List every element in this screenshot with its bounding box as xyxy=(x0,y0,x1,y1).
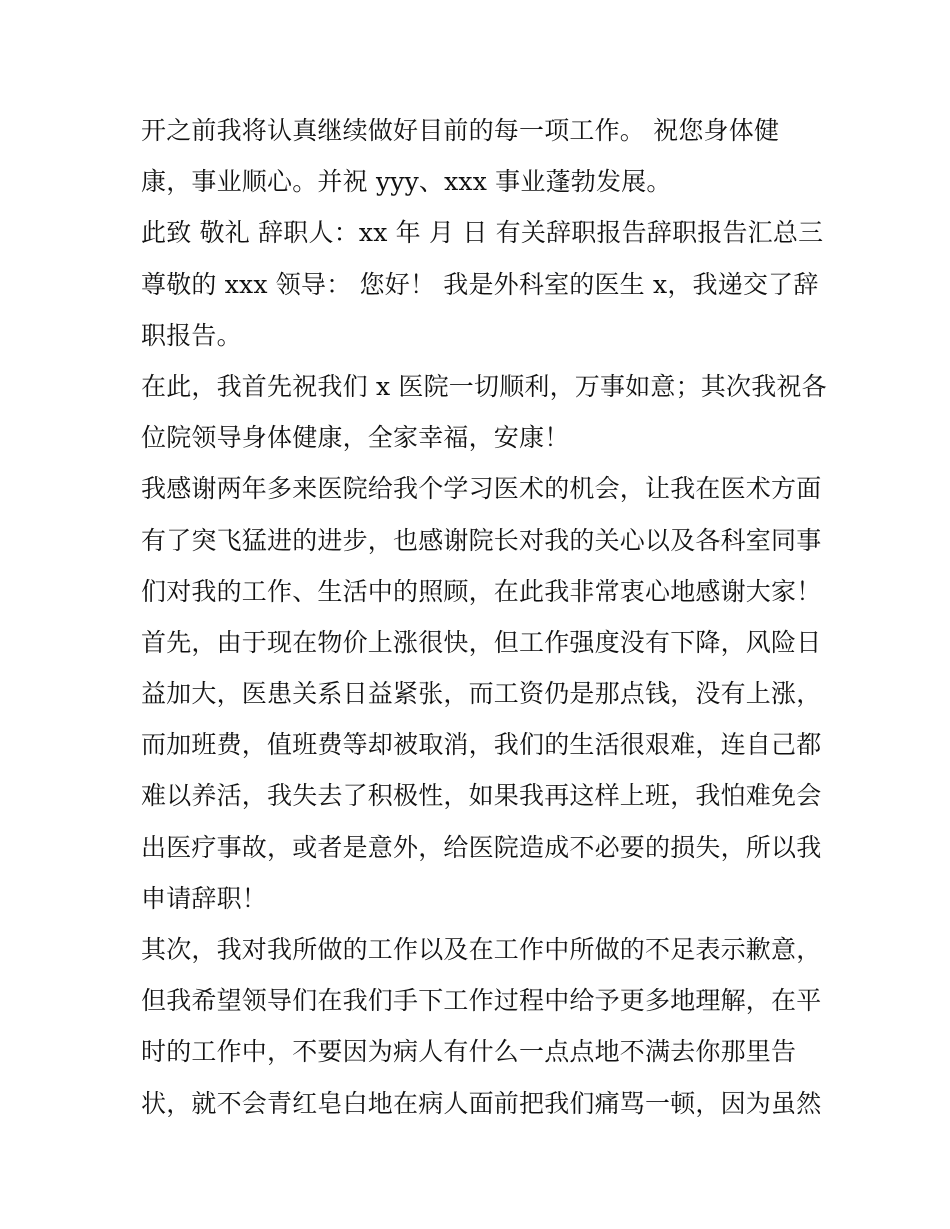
text-line: 此致 敬礼 辞职人：xx 年 月 日 有关辞职报告辞职报告汇总三 xyxy=(141,218,824,248)
text-line: 在此，我首先祝我们 x 医院一切顺利，万事如意；其次我祝各 xyxy=(141,371,827,401)
text-line: 状，就不会青红皂白地在病人面前把我们痛骂一顿，因为虽然 xyxy=(141,1088,822,1118)
text-line: 而加班费，值班费等却被取消，我们的生活很艰难，连自己都 xyxy=(141,730,822,760)
text-line: 难以养活，我失去了积极性，如果我再这样上班，我怕难免会 xyxy=(141,781,822,811)
text-line: 时的工作中，不要因为病人有什么一点点地不满去你那里告 xyxy=(141,1037,797,1067)
text-line: 职报告。 xyxy=(141,320,242,350)
text-line: 位院领导身体健康，全家幸福，安康！ xyxy=(141,423,570,453)
text-line: 益加大，医患关系日益紧张，而工资仍是那点钱，没有上涨， xyxy=(141,679,822,709)
text-line: 但我希望领导们在我们手下工作过程中给予更多地理解，在平 xyxy=(141,986,822,1016)
text-line: 开之前我将认真继续做好目前的每一项工作。 祝您身体健 xyxy=(141,116,780,145)
document-body xyxy=(141,105,827,1129)
text-line: 们对我的工作、生活中的照顾，在此我非常衷心地感谢大家！ xyxy=(141,576,822,606)
text-line: 出医疗事故，或者是意外，给医院造成不必要的损失，所以我 xyxy=(141,832,822,862)
text-line: 申请辞职！ xyxy=(141,883,268,913)
text-line: 其次，我对我所做的工作以及在工作中所做的不足表示歉意， xyxy=(141,935,822,964)
text-line: 有了突飞猛进的进步，也感谢院长对我的关心以及各科室同事 xyxy=(141,525,822,555)
text-line: 尊敬的 xxx 领导： 您好！ 我是外科室的医生 x，我递交了辞 xyxy=(141,269,819,299)
text-line: 康，事业顺心。并祝 yyy、xxx 事业蓬勃发展。 xyxy=(141,167,672,197)
text-line: 我感谢两年多来医院给我个学习医术的机会，让我在医术方面 xyxy=(141,474,822,504)
text-line: 首先，由于现在物价上涨很快，但工作强度没有下降，风险日 xyxy=(141,627,822,657)
